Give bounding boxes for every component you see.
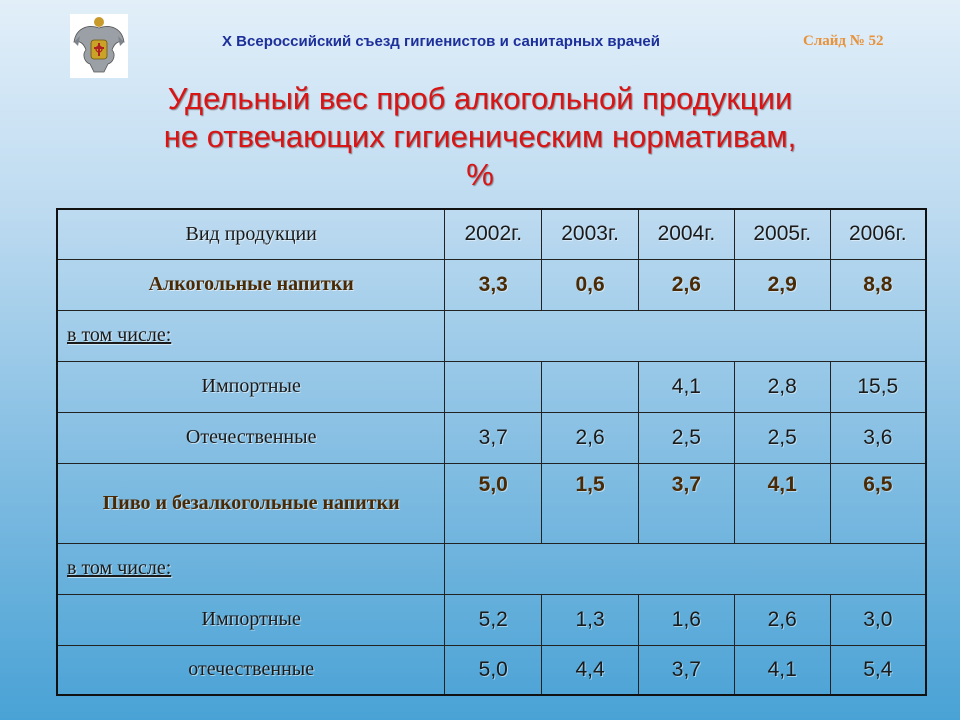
table-cell: 2,8 bbox=[734, 361, 830, 412]
slide-title bbox=[0, 80, 960, 194]
row-label: Алкогольные напитки bbox=[57, 259, 445, 310]
table-cell: 5,2 bbox=[445, 594, 542, 645]
table-row bbox=[57, 310, 926, 361]
row-label: Импортные bbox=[57, 361, 445, 412]
table-row bbox=[57, 463, 926, 543]
table-cell: 3,3 bbox=[445, 259, 542, 310]
table-cell bbox=[445, 361, 542, 412]
slide-number: Слайд № 52 bbox=[803, 33, 884, 49]
row-label: Импортные bbox=[57, 594, 445, 645]
column-header: 2003г. bbox=[542, 209, 639, 259]
double-headed-eagle-emblem-icon bbox=[70, 14, 128, 78]
table-cell: 4,1 bbox=[638, 361, 734, 412]
table-row bbox=[57, 645, 926, 695]
column-header: 2005г. bbox=[734, 209, 830, 259]
table-cell: 3,7 bbox=[638, 463, 734, 543]
slide-title-line-2: не отвечающих гигиеническим нормативам, bbox=[163, 119, 797, 154]
empty-merged-cell bbox=[445, 543, 926, 594]
table-header-row bbox=[57, 209, 926, 259]
table-cell: 6,5 bbox=[830, 463, 926, 543]
row-label: Пиво и безалкогольные напитки bbox=[57, 463, 445, 543]
table-cell: 1,3 bbox=[542, 594, 639, 645]
table-cell: 8,8 bbox=[830, 259, 926, 310]
table-cell: 4,1 bbox=[734, 463, 830, 543]
table-cell: 5,4 bbox=[830, 645, 926, 695]
row-label: Отечественные bbox=[57, 412, 445, 463]
slide-title-line-1: Удельный вес проб алкогольной продукции bbox=[167, 81, 793, 116]
row-subheading: в том числе: bbox=[57, 543, 445, 594]
table-cell: 3,7 bbox=[445, 412, 542, 463]
table-cell: 4,1 bbox=[734, 645, 830, 695]
table-cell: 2,5 bbox=[638, 412, 734, 463]
table-row bbox=[57, 543, 926, 594]
data-table bbox=[56, 208, 927, 696]
table-row bbox=[57, 361, 926, 412]
table-cell: 2,5 bbox=[734, 412, 830, 463]
table-cell: 3,7 bbox=[638, 645, 734, 695]
table-cell: 15,5 bbox=[830, 361, 926, 412]
table-cell: 2,6 bbox=[734, 594, 830, 645]
empty-merged-cell bbox=[445, 310, 926, 361]
table-cell: 2,9 bbox=[734, 259, 830, 310]
row-subheading: в том числе: bbox=[57, 310, 445, 361]
slide-title-line-3: % bbox=[466, 157, 494, 192]
table-cell: 5,0 bbox=[445, 463, 542, 543]
table-cell: 1,5 bbox=[542, 463, 639, 543]
table-cell: 2,6 bbox=[638, 259, 734, 310]
column-header: 2004г. bbox=[638, 209, 734, 259]
table-row bbox=[57, 412, 926, 463]
table-row bbox=[57, 594, 926, 645]
column-header: 2002г. bbox=[445, 209, 542, 259]
conference-title: X Всероссийский съезд гигиенистов и санитарных врачей bbox=[222, 33, 660, 50]
table-cell: 4,4 bbox=[542, 645, 639, 695]
row-label: отечественные bbox=[57, 645, 445, 695]
table-cell bbox=[542, 361, 639, 412]
table-row bbox=[57, 259, 926, 310]
column-header: 2006г. bbox=[830, 209, 926, 259]
table-cell: 2,6 bbox=[542, 412, 639, 463]
table-cell: 3,0 bbox=[830, 594, 926, 645]
table-cell: 0,6 bbox=[542, 259, 639, 310]
table-cell: 5,0 bbox=[445, 645, 542, 695]
table-cell: 1,6 bbox=[638, 594, 734, 645]
column-header: Вид продукции bbox=[57, 209, 445, 259]
table-cell: 3,6 bbox=[830, 412, 926, 463]
